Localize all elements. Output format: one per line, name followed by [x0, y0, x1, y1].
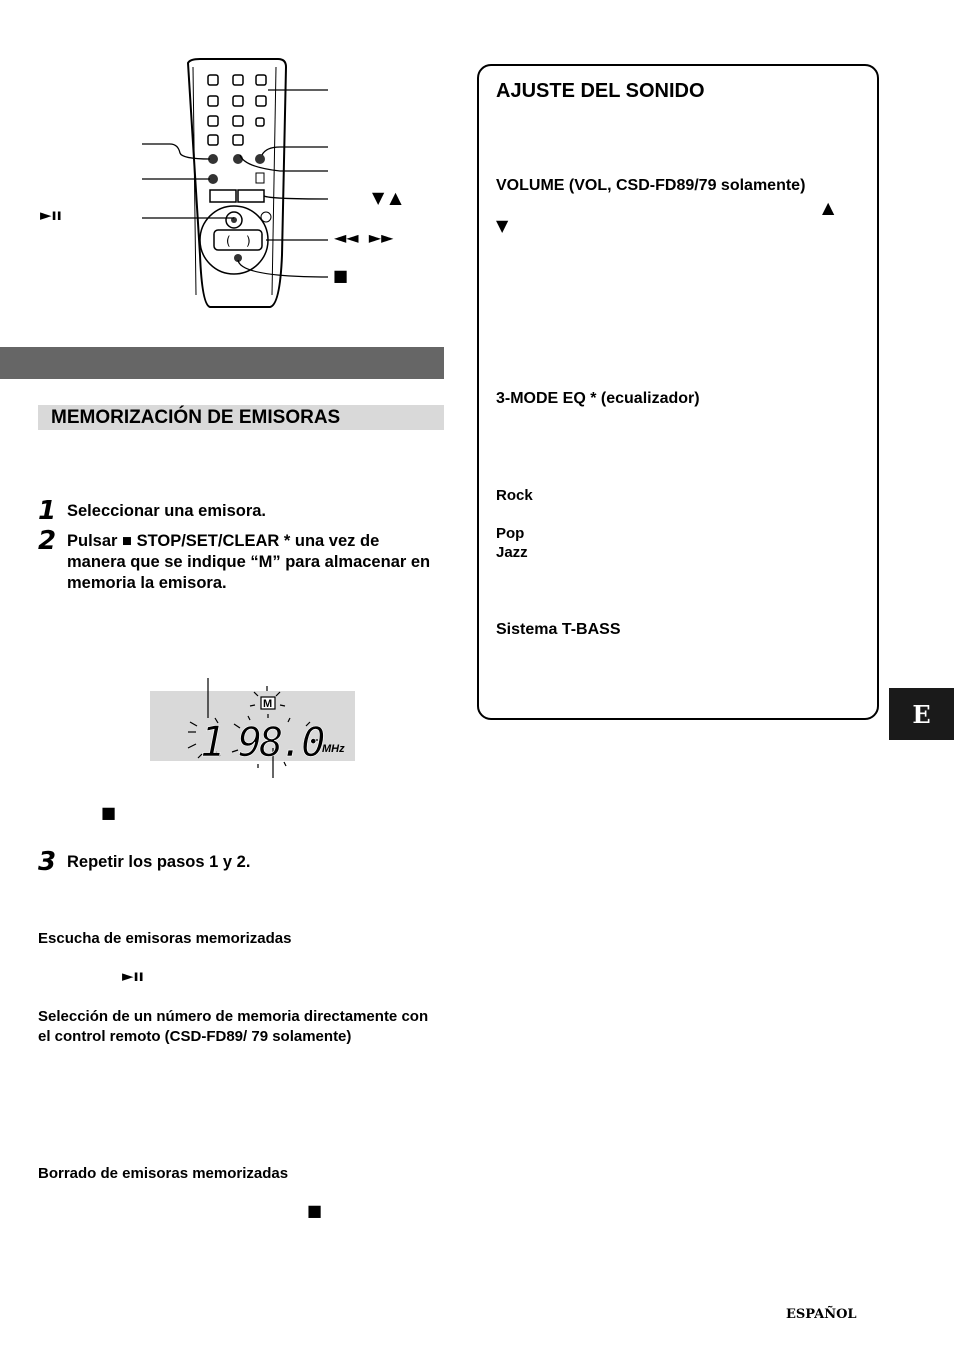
- eq-mode-rock: Rock: [496, 487, 533, 504]
- section-title: MEMORIZACIÓN DE EMISORAS: [38, 405, 444, 430]
- lcd-callout-lines: [150, 670, 355, 785]
- remote-control-illustration: [130, 55, 430, 315]
- page-footer-language: ESPAÑOL: [786, 1307, 857, 1322]
- rew-ff-label: ◄◄ ►►: [334, 228, 394, 247]
- down-up-label: ▼ ▲: [372, 188, 402, 207]
- step-number-3: 3: [38, 847, 57, 877]
- erase-heading: Borrado de emisoras memorizadas: [38, 1165, 289, 1182]
- listen-play-symbol: ►ıı: [122, 967, 144, 985]
- listen-heading: Escucha de emisoras memorizadas: [38, 930, 292, 947]
- lcd-frequency: 98.0: [238, 720, 323, 766]
- lcd-memory-badge: M: [263, 698, 273, 710]
- step-text-1: Seleccionar una emisora.: [67, 502, 267, 520]
- play-pause-label: ►ıı: [40, 206, 62, 224]
- step-number-1: 1: [38, 496, 57, 526]
- direct-select-heading: Selección de un número de memoria directamente con el control remoto (CSD-FD89/ 79 solamente): [38, 1008, 429, 1045]
- svg-text:(: (: [226, 234, 231, 248]
- step-text-3: Repetir los pasos 1 y 2.: [67, 853, 251, 871]
- eq-mode-pop: Pop: [496, 525, 525, 542]
- volume-down-symbol: ▼: [496, 216, 509, 235]
- step-text-2: Pulsar ■ STOP/SET/CLEAR * una vez de manera que se indique “M” para almacenar en memoria la emisora.: [67, 532, 431, 592]
- step-number-2: 2: [38, 526, 57, 556]
- language-side-tab: E: [889, 688, 954, 740]
- svg-text:): ): [246, 234, 251, 248]
- lcd-preset: 1: [200, 717, 226, 766]
- erase-stop-symbol: ■: [307, 1201, 323, 1220]
- lcd-unit: MHz: [322, 743, 345, 755]
- volume-heading: VOLUME (VOL, CSD-FD89/79 solamente): [496, 177, 806, 194]
- tbass-heading: Sistema T-BASS: [496, 621, 621, 638]
- eq-mode-jazz: Jazz: [496, 544, 528, 561]
- box-title: AJUSTE DEL SONIDO: [496, 80, 705, 102]
- stop-symbol: ■: [101, 803, 117, 822]
- eq-heading: 3-MODE EQ * (ecualizador): [496, 390, 700, 407]
- section-band: [0, 347, 444, 379]
- stop-label: ■: [333, 266, 349, 285]
- volume-up-symbol: ▲: [822, 198, 835, 217]
